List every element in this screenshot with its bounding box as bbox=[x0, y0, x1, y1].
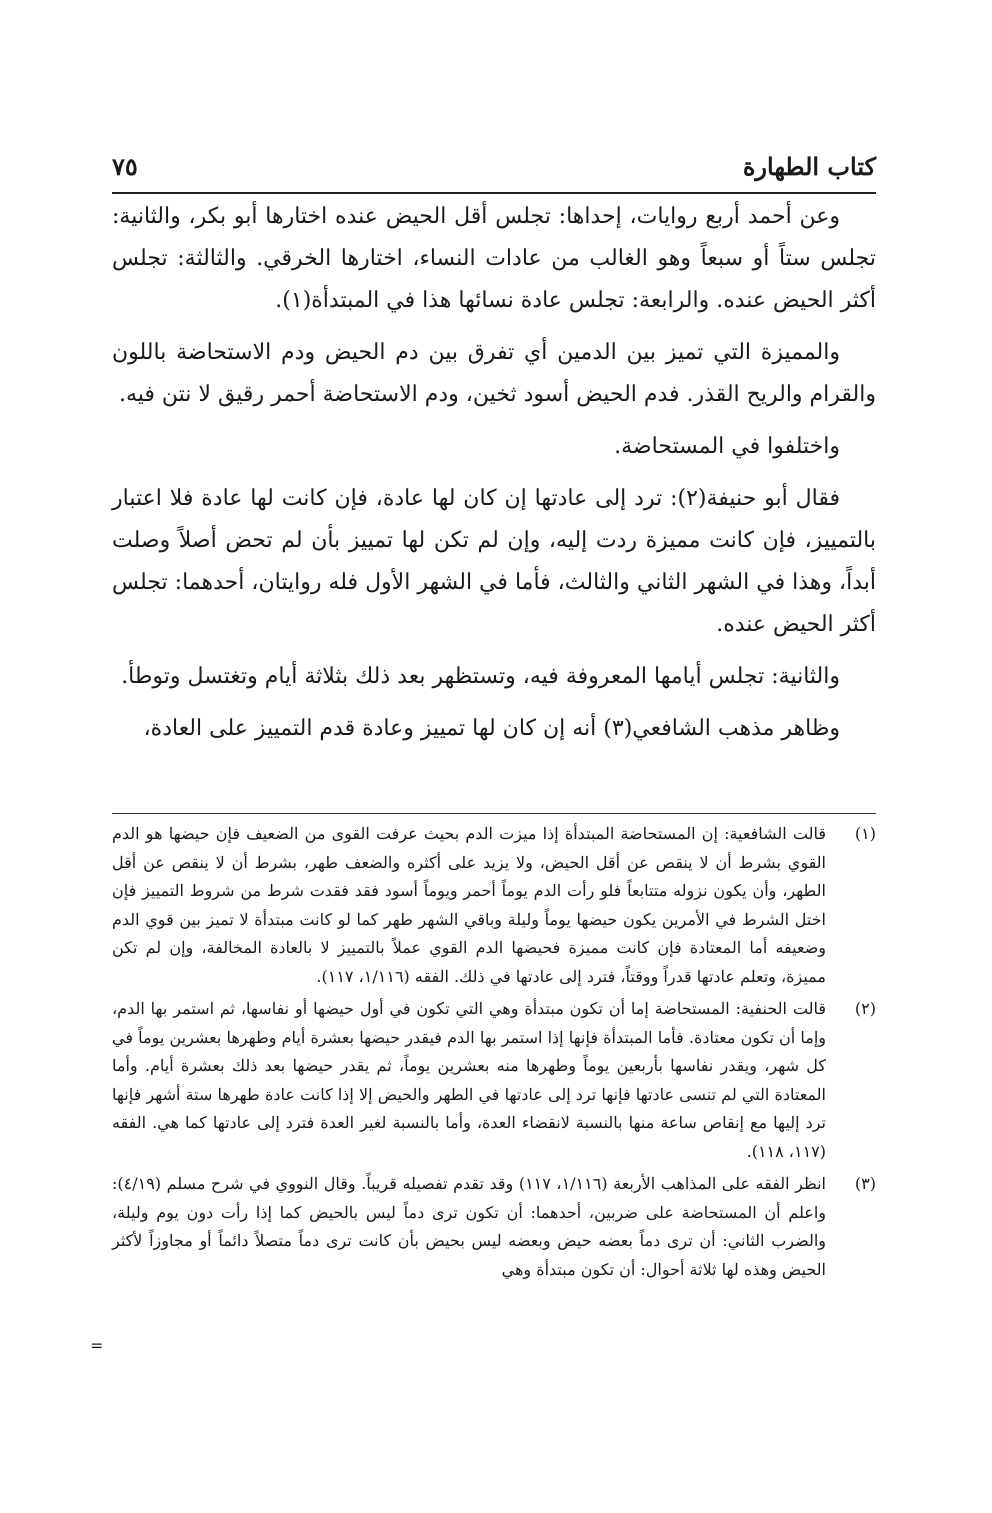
continuation-mark: = bbox=[90, 1336, 104, 1355]
page-header bbox=[112, 148, 876, 188]
footnote-text: قالت الحنفية: المستحاضة إما أن تكون مبتدأة وهي التي تكون في أول حيضها أو نفاسها، ثم استمر بها الدم، وإما أن تكون معتادة. فأما المبتدأة فإنها إذا استمر بها الدم فيقدر حيضها بعشرة أيام وطهرها بعشرين يوماً في كل شهر، ويقدر نفاسها بأربعين يوماً وطهرها منه بعشرين يوماً، ثم يقدر حيضها بعد ذلك بعشرة أيام. وأما المعتادة التي لم تنسى عادتها فإنها ترد إلى عادتها في الطهر والحيض إلا إذا كانت عادة طهرها ستة أشهر فإنها ترد إليها مع إنقاص ساعة منها بالنسبة لانقضاء العدة، وأما بالنسبة لغير العدة فترد إلى عادتها كما هي. الفقه (١١٧، ١١٨). bbox=[112, 999, 827, 1161]
footnote-1 bbox=[112, 820, 876, 991]
body-paragraph: وظاهر مذهب الشافعي(٣) أنه إن كان لها تمييز وعادة قدم التمييز على العادة، bbox=[143, 716, 840, 741]
footnote-divider bbox=[112, 813, 876, 814]
body-paragraph: فقال أبو حنيفة(٢): ترد إلى عادتها إن كان لها عادة، فإن كانت لها عادة فلا اعتبار بالتمييز، فإن كانت مميزة ردت إليه، وإن لم تكن لها تمييز بأن لم تحض أصلاً وصلت أبداً، وهذا في الشهر الثاني والثالث، فأما في الشهر الأول فله روايتان، أحدهما: تجلس أكثر الحيض عنده. bbox=[112, 486, 876, 637]
footnote-2 bbox=[112, 995, 876, 1166]
page-number: ٧٥ bbox=[112, 152, 138, 181]
footnote-number: (١) bbox=[854, 824, 876, 843]
footnote-number: (٣) bbox=[854, 1174, 876, 1193]
footnotes-section bbox=[112, 820, 876, 1288]
body-paragraph: والثانية: تجلس أيامها المعروفة فيه، وتستظهر بعد ذلك بثلاثة أيام وتغتسل وتوطأ. bbox=[121, 664, 840, 689]
footnote-text: انظر الفقه على المذاهب الأربعة (١/١١٦، ١١٧) وقد تقدم تفصيله قريباً. وقال النووي في شرح مسلم (٤/١٩): واعلم أن المستحاضة على ضربين، أحدهما: أن تكون ترى دماً ليس بالحيض كما إذا رأت دون يوم وليلة، والضرب الثاني: أن ترى دماً بعضه حيض وبعضه ليس بحيض بأن كانت ترى دماً متصلاً دائماً أو مجاوزاً لأكثر الحيض وهذه لها ثلاثة أحوال: أن تكون مبتدأة وهي bbox=[112, 1174, 827, 1279]
body-paragraph: واختلفوا في المستحاضة. bbox=[614, 434, 840, 459]
footnote-text: قالت الشافعية: إن المستحاضة المبتدأة إذا ميزت الدم بحيث عرفت القوى من الضعيف فإن حيضها هو الدم القوي بشرط أن لا ينقص عن أقل الحيض، ولا يزيد على أكثره والضعف طهر، بشرط أن لا ينقص عن أقل الطهر، وأن يكون نزوله متتابعاً فلو رأت الدم يوماً أحمر ويوماً أسود فقد فقدت شرط من شروط التمييز فإن اختل الشرط في الأمرين يكون حيضها يوماً وليلة وباقي الشهر طهر كما لو كانت مبتدأة لا تميز بين قوي الدم وضعيفه أما المعتادة فإن كانت مميزة فحيضها الدم القوي عملاً بالتمييز لا بالعادة المخالفة، وإن لم تكن مميزة، وتعلم عادتها قدراً ووقتاً، فترد إلى عادتها في ذلك. الفقه (١/١١٦، ١١٧). bbox=[112, 824, 826, 986]
book-title: كتاب الطهارة bbox=[742, 152, 876, 181]
body-paragraph: والمميزة التي تميز بين الدمين أي تفرق بين دم الحيض ودم الاستحاضة باللون والقرام والريح القذر. فدم الحيض أسود ثخين، ودم الاستحاضة أحمر رقيق لا نتن فيه. bbox=[112, 340, 876, 407]
footnote-number: (٢) bbox=[854, 999, 876, 1018]
header-divider bbox=[112, 192, 876, 194]
main-text bbox=[112, 196, 876, 760]
footnote-3 bbox=[112, 1170, 876, 1284]
body-paragraph: وعن أحمد أربع روايات، إحداها: تجلس أقل الحيض عنده اختارها أبو بكر، والثانية: تجلس ستاً أو سبعاً وهو الغالب من عادات النساء، اختارها الخرقي. والثالثة: تجلس أكثر الحيض عنده. والرابعة: تجلس عادة نسائها هذا في المبتدأة(١). bbox=[112, 204, 876, 313]
